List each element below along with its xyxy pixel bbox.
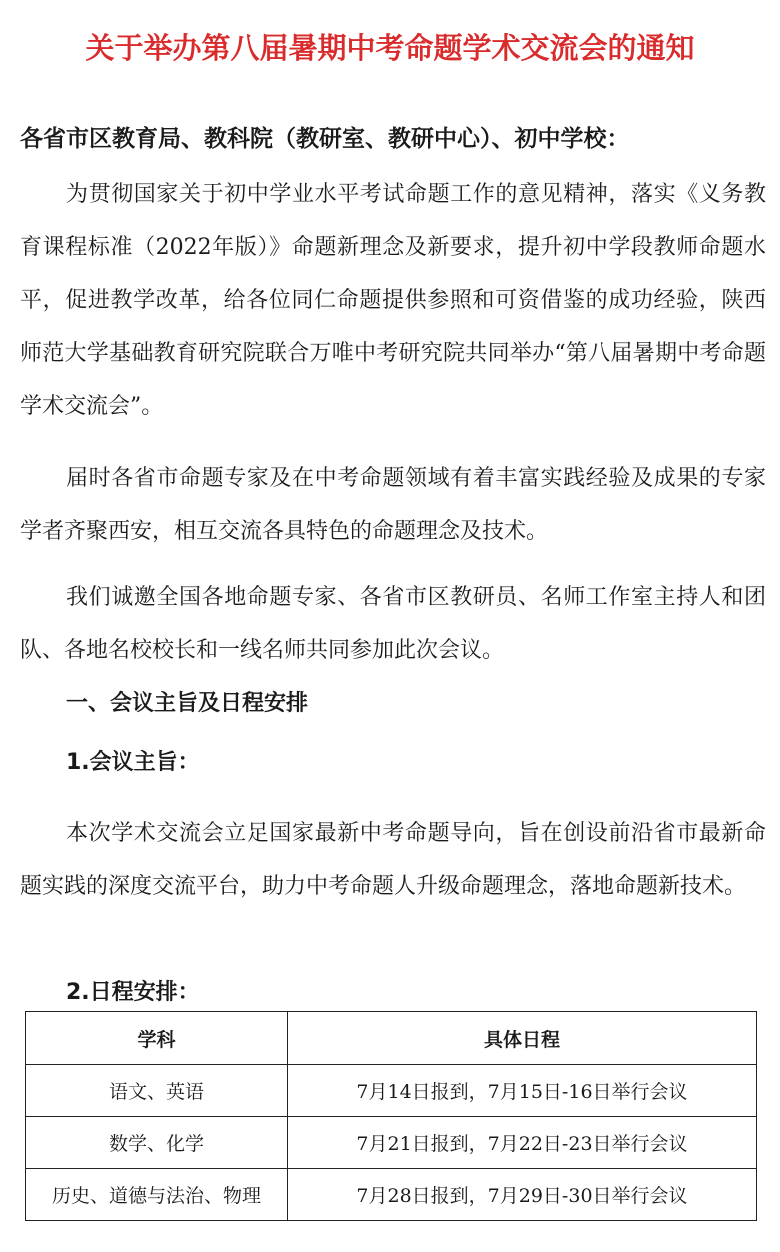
cell-schedule: 7月14日报到，7月15日-16日举行会议 (287, 1065, 756, 1117)
subheading-schedule: 2.日程安排： (66, 980, 200, 1005)
cell-subject: 数学、化学 (26, 1117, 288, 1169)
subheading-purpose: 1.会议主旨： (66, 750, 200, 775)
table-header-row (26, 1012, 757, 1065)
column-header-subject: 学科 (26, 1012, 288, 1065)
cell-subject: 语文、英语 (26, 1065, 288, 1117)
cell-schedule: 7月21日报到，7月22日-23日举行会议 (287, 1117, 756, 1169)
notice-title: 关于举办第八届暑期中考命题学术交流会的通知 (85, 31, 695, 65)
column-header-schedule: 具体日程 (287, 1012, 756, 1065)
cell-schedule: 7月28日报到，7月29日-30日举行会议 (287, 1169, 756, 1221)
paragraph-experts: 届时各省市命题专家及在中考命题领域有着丰富实践经验及成果的专家学者齐聚西安，相互交流各具特色的命题理念及技术。 (20, 466, 766, 544)
paragraph-purpose: 本次学术交流会立足国家最新中考命题导向，旨在创设前沿省市最新命题实践的深度交流平台，助力中考命题人升级命题理念，落地命题新技术。 (20, 821, 766, 899)
salutation: 各省市区教育局、教科院（教研室、教研中心）、初中学校： (20, 125, 630, 152)
table-row (26, 1117, 757, 1169)
section-heading-purpose-schedule: 一、会议主旨及日程安排 (66, 691, 309, 716)
paragraph-intro: 为贯彻国家关于初中学业水平考试命题工作的意见精神，落实《义务教育课程标准（2022年版）》命题新理念及新要求，提升初中学段教师命题水平，促进教学改革，给各位同仁命题提供参照和可资借鉴的成功经验，陕西师范大学基础教育研究院联合万唯中考研究院共同举办“第八届暑期中考命题学术交流会”。 (20, 182, 766, 419)
table-row (26, 1169, 757, 1221)
paragraph-invitation: 我们诚邀全国各地命题专家、各省市区教研员、名师工作室主持人和团队、各地名校校长和一线名师共同参加此次会议。 (20, 585, 766, 663)
table-row (26, 1065, 757, 1117)
cell-subject: 历史、道德与法治、物理 (26, 1169, 288, 1221)
schedule-table (25, 1011, 757, 1221)
